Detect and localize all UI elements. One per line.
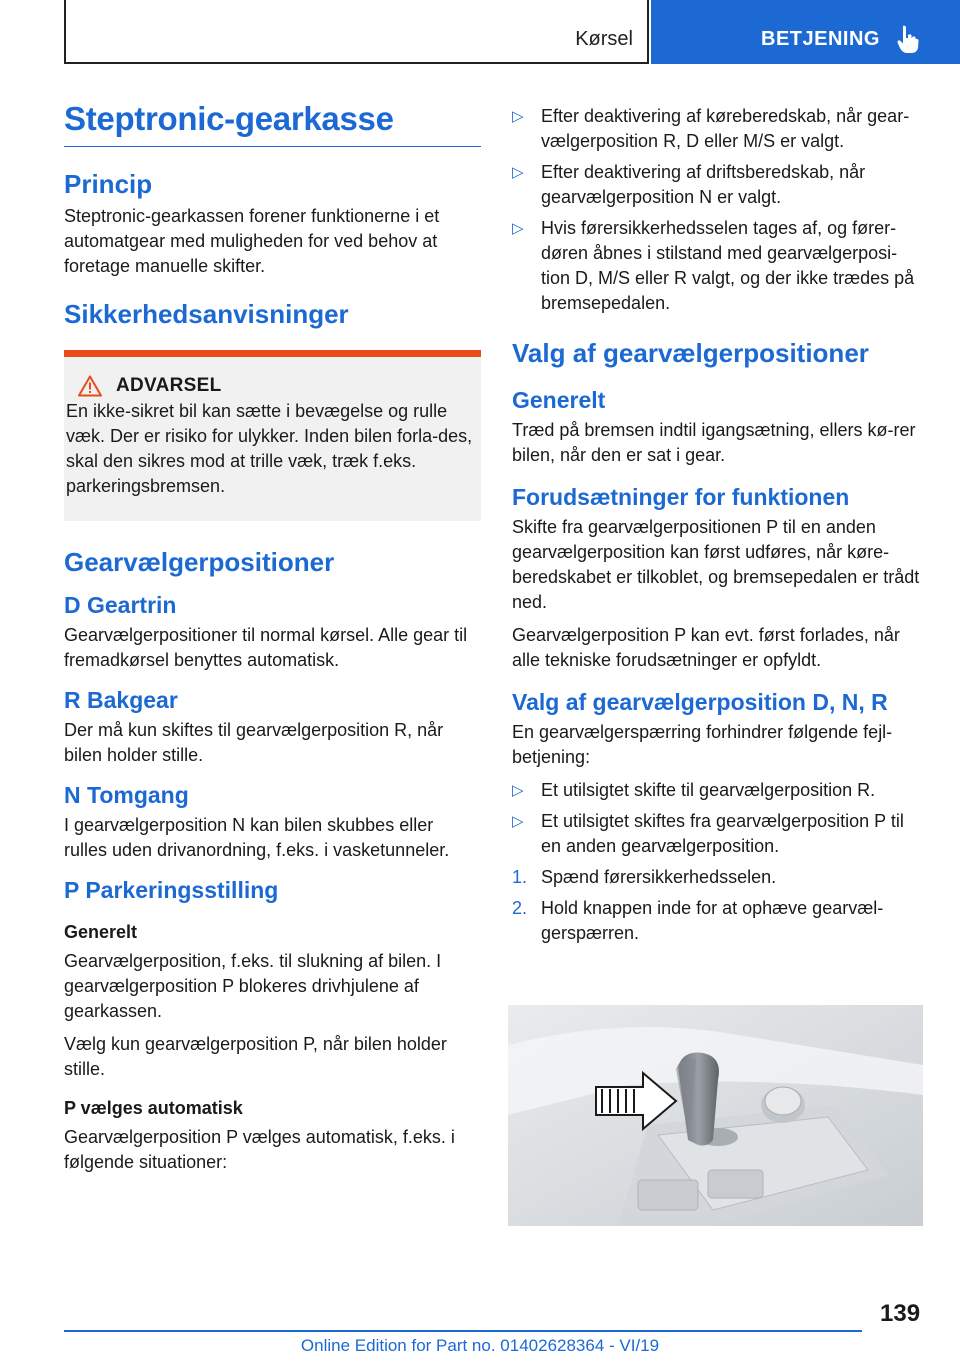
general-text-1: Gearvælgerposition, f.eks. til slukning af bilen. I gearvælgerposition P blokeres drivhjulene af gearkassen. xyxy=(64,951,442,1021)
gear-selector-photo xyxy=(508,1005,923,1226)
list-item-text: Hvis førersikkerhedsselen tages af, og fører-døren åbnes i stilstand med gearvælgerposi-tion D, M/S eller R valgt, og der ikke trædes på bremsepedalen. xyxy=(541,218,915,313)
list-item xyxy=(512,160,926,210)
n-heading: N Tomgang xyxy=(64,782,189,808)
left-column xyxy=(64,100,481,1175)
step-number: 1. xyxy=(512,867,528,887)
gear-selector-illustration xyxy=(508,1005,923,1226)
right-column xyxy=(512,104,926,946)
bullet-marker: ▷ xyxy=(512,782,524,799)
bullet-marker: ▷ xyxy=(512,220,524,237)
positions-heading: Gearvælgerpositioner xyxy=(64,547,335,577)
step-number: 2. xyxy=(512,898,528,918)
step-text: Spænd førersikkerhedsselen. xyxy=(541,867,777,887)
auto-p-list xyxy=(512,104,926,316)
generelt-text: Træd på bremsen indtil igangsætning, ellers kø-rer bilen, når den er sat i gear. xyxy=(512,420,916,465)
forud-heading: Forudsætninger for funktionen xyxy=(512,484,850,510)
bullet-marker: ▷ xyxy=(512,164,524,181)
bullet-marker: ▷ xyxy=(512,108,524,125)
warning-box xyxy=(64,350,481,521)
warning-title: ADVARSEL xyxy=(116,375,222,396)
generelt-heading: Generelt xyxy=(512,387,606,413)
warning-triangle-icon xyxy=(78,375,102,397)
auto-subheading: P vælges automatisk xyxy=(64,1098,243,1118)
p-heading: P Parkeringsstilling xyxy=(64,877,279,903)
princip-text: Steptronic-gearkassen forener funktionerne i et automatgear med muligheden for ved behov at foretage manuelle skifter. xyxy=(64,206,440,276)
page-title: Steptronic-gearkasse xyxy=(64,100,481,147)
footer-divider xyxy=(64,1330,862,1332)
header-tab[interactable] xyxy=(651,0,960,64)
safety-heading: Sikkerhedsanvisninger xyxy=(64,299,349,329)
list-item xyxy=(512,778,926,803)
list-item xyxy=(512,809,926,859)
list-item-text: Efter deaktivering af køreberedskab, når gear-vælgerposition R, D eller M/S er valgt. xyxy=(541,106,910,151)
general-text-2: Vælg kun gearvælgerposition P, når bilen holder stille. xyxy=(64,1034,447,1079)
list-item xyxy=(512,104,926,154)
step-item xyxy=(512,896,926,946)
forud-text-1: Skifte fra gearvælgerpositionen P til en anden gearvælgerposition kan først udføres, når køre-beredskabet er tilkoblet, og bremsepedalen er trådt ned. xyxy=(512,517,920,612)
list-item-text: Et utilsigtet skifte til gearvælgerposition R. xyxy=(541,780,876,800)
warning-text: En ikke-sikret bil kan sætte i bevægelse og rulle væk. Der er risiko for ulykker. Inden bilen forla-des, skal den sikres mod at trille væk, træk f.eks. parkeringsbremsen. xyxy=(66,401,473,496)
list-item xyxy=(512,216,926,316)
n-text: I gearvælgerposition N kan bilen skubbes eller rulles uden drivanordning, f.eks. i vasketunneler. xyxy=(64,815,450,860)
hand-pointer-icon xyxy=(896,24,920,54)
list-item-text: Efter deaktivering af driftsberedskab, når gearvælgerposition N er valgt. xyxy=(541,162,866,207)
header-section-box xyxy=(64,0,649,64)
list-item-text: Et utilsigtet skiftes fra gearvælgerposition P til en anden gearvælgerposition. xyxy=(541,811,904,856)
dnr-text: En gearvælgerspærring forhindrer følgende fejl-betjening: xyxy=(512,722,893,767)
page-number: 139 xyxy=(880,1300,921,1327)
header-section-label: Kørsel xyxy=(575,28,633,50)
dnr-heading: Valg af gearvælgerposition D, N, R xyxy=(512,689,888,715)
r-text: Der må kun skiftes til gearvælgerposition R, når bilen holder stille. xyxy=(64,720,444,765)
d-heading: D Geartrin xyxy=(64,592,177,618)
header-tab-label: BETJENING xyxy=(761,28,880,50)
auto-text: Gearvælgerposition P vælges automatisk, f.eks. i følgende situationer: xyxy=(64,1127,455,1172)
general-subheading: Generelt xyxy=(64,922,138,942)
forud-text-2: Gearvælgerposition P kan evt. først forlades, når alle tekniske forudsætninger er opfyldt. xyxy=(512,625,900,670)
select-heading: Valg af gearvælgerpositioner xyxy=(512,338,869,368)
bullet-marker: ▷ xyxy=(512,813,524,830)
footer-edition-text: Online Edition for Part no. 01402628364 - VI/19 xyxy=(300,1336,660,1355)
princip-heading: Princip xyxy=(64,169,153,199)
d-text: Gearvælgerpositioner til normal kørsel. Alle gear til fremadkørsel benyttes automatisk. xyxy=(64,625,468,670)
warning-bar xyxy=(64,350,481,357)
dnr-list xyxy=(512,778,926,946)
step-text: Hold knappen inde for at ophæve gearvæl-gerspærren. xyxy=(541,898,884,943)
step-item xyxy=(512,865,926,890)
r-heading: R Bakgear xyxy=(64,687,178,713)
